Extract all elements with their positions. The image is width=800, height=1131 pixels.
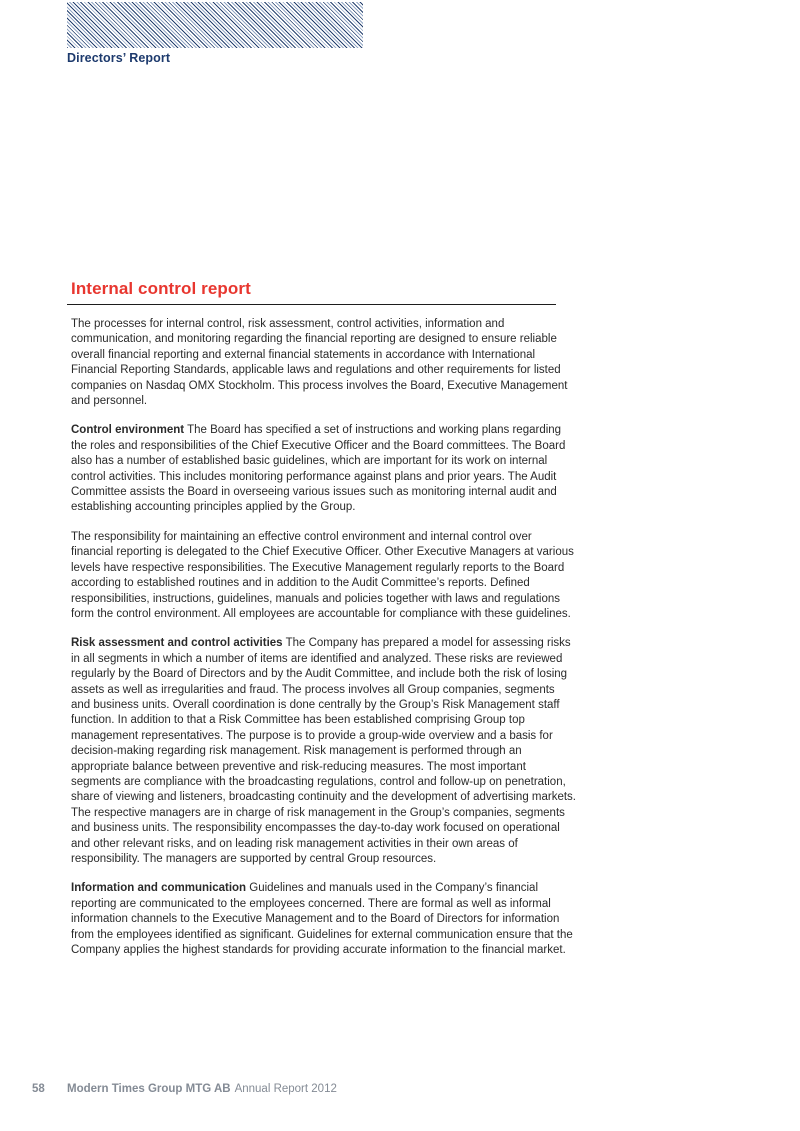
article-paragraph: Control environment The Board has specified a set of instructions and working plans regarding the roles and responsibilities of the Chief Executive Officer and the Board committees. The Board also has a number of established basic guidelines, which are important for its work on internal control activities. This includes monitoring performance against plans and prior years. The Audit Committee assists the Board in overseeing various issues such as monitoring internal audit and establishing accounting principles applied by the Group. bbox=[71, 424, 566, 514]
article-title: Internal control report bbox=[71, 279, 251, 298]
page-footer bbox=[0, 1083, 800, 1101]
footer-text bbox=[67, 1083, 337, 1095]
footer-report-title: Annual Report 2012 bbox=[234, 1083, 337, 1095]
title-rule bbox=[67, 304, 556, 305]
paragraph-lead: Information and communication bbox=[71, 882, 247, 895]
article bbox=[71, 279, 576, 972]
article-paragraph: The responsibility for maintaining an effective control environment and internal control over financial reporting is delegated to the Chief Executive Officer. Other Executive Managers at various levels have respective responsibilities. The Executive Management regularly reports to the Board according to established routines and in addition to the Audit Committee’s reports. Defined responsibilities, instructions, guidelines, manuals and policies together with laws and regulations form the control environment. All employees are accountable for compliance with these guidelines. bbox=[71, 530, 574, 620]
paragraph-lead: Control environment bbox=[71, 424, 185, 437]
article-paragraph: The processes for internal control, risk assessment, control activities, information and communication, and monitoring regarding the financial reporting are designed to ensure reliable overall financial reporting and external financial statements in accordance with International Financial Reporting Standards, applicable laws and regulations and other requirements for listed companies on Nasdaq OMX Stockholm. This process involves the Board, Executive Management and personnel. bbox=[71, 318, 568, 408]
article-paragraph: Information and communication Guidelines and manuals used in the Company’s financial reporting are communicated to the employees concerned. There are formal as well as informal information channels to the Executive Management and to the Board of Directors for information from the employees identified as significant. Guidelines for external communication ensure that the Company applies the highest standards for providing accurate information to the financial market. bbox=[71, 882, 573, 957]
footer-company-name: Modern Times Group MTG AB bbox=[67, 1083, 231, 1095]
article-body bbox=[71, 317, 576, 958]
page-number: 58 bbox=[32, 1083, 45, 1095]
hatched-banner-graphic bbox=[67, 2, 363, 48]
article-paragraph: Risk assessment and control activities The Company has prepared a model for assessing risks in all segments in which a number of items are identified and analyzed. These risks are reviewed regularly by the Board of Directors and by the Audit Committee, and include both the risk of losing assets as well as irregularities and fraud. The process involves all Group companies, segments and business units. Overall coordination is done centrally by the Group’s Risk Management staff function. In addition to that a Risk Committee has been established comprising Group top management representatives. The purpose is to provide a group-wide overview and a basis for decision-making regarding risk management. Risk management is performed through an appropriate balance between preventive and risk-reducing measures. The most important segments are compliance with the broadcasting regulations, control and follow-up on penetration, share of viewing and listeners, broadcasting continuity and the development of advertising markets. The respective managers are in charge of risk management in the Group’s companies, segments and business units. The responsibility encompasses the day-to-day work focused on operational and other relevant risks, and on leading risk management activities in their own areas of responsibility. The managers are supported by central Group resources. bbox=[71, 637, 577, 865]
section-label: Directors’ Report bbox=[67, 51, 171, 65]
paragraph-lead: Risk assessment and control activities bbox=[71, 637, 283, 650]
